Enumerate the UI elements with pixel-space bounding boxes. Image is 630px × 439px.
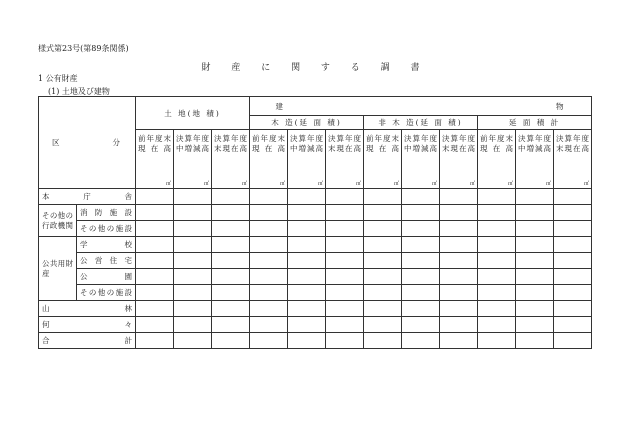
data-cell [326,221,364,237]
data-cell [212,269,250,285]
data-cell [364,221,402,237]
data-cell [212,253,250,269]
table-row [39,205,592,221]
data-cell [136,285,174,301]
data-cell [212,333,250,349]
row-label-public-use: 公共用財産 [39,237,77,301]
data-cell [136,189,174,205]
col-header-label: 決算年度末現在高 [442,134,476,153]
data-cell [364,237,402,253]
data-cell [136,317,174,333]
data-cell [478,205,516,221]
data-cell [478,253,516,269]
row-label-housing: 公 営 住 宅 [77,253,136,269]
data-cell [364,253,402,269]
unit-label: ㎡ [165,181,171,187]
col-header-label: 前年度末現在高 [480,134,514,153]
data-cell [136,269,174,285]
data-cell [250,221,288,237]
data-cell [364,333,402,349]
data-cell [402,205,440,221]
row-label-total: 合 計 [39,333,136,349]
table-row [39,269,592,285]
col-header-label: 前年度末現在高 [366,134,400,153]
col-header-label: 前年度末現在高 [252,134,286,153]
unit-label: ㎡ [432,181,438,187]
row-label-other-facility-2: その他の施設 [77,285,136,301]
category-header: 区 分 [39,97,136,189]
data-cell [554,301,592,317]
row-label-honcho: 本 庁 舎 [39,189,136,205]
data-cell [402,189,440,205]
data-cell [174,253,212,269]
data-cell [478,237,516,253]
data-cell [440,301,478,317]
data-cell [288,301,326,317]
data-cell [326,333,364,349]
data-cell [402,253,440,269]
data-cell [136,301,174,317]
col-header-land-1 [174,130,212,189]
unit-label: ㎡ [280,181,286,187]
total-area-header: 延 面 積 計 [478,116,592,130]
data-cell [174,205,212,221]
data-cell [440,237,478,253]
data-cell [402,237,440,253]
data-cell [326,205,364,221]
data-cell [402,221,440,237]
data-cell [250,285,288,301]
table-row [39,285,592,301]
data-cell [174,237,212,253]
data-cell [478,269,516,285]
data-cell [136,333,174,349]
col-header-total-1 [516,130,554,189]
data-cell [212,285,250,301]
data-cell [516,237,554,253]
data-cell [478,221,516,237]
data-cell [364,269,402,285]
unit-label: ㎡ [470,181,476,187]
data-cell [136,253,174,269]
data-cell [516,205,554,221]
data-cell [288,269,326,285]
data-cell [364,317,402,333]
data-cell [326,285,364,301]
data-cell [440,317,478,333]
row-label-park: 公 園 [77,269,136,285]
data-cell [288,253,326,269]
row-label-forest: 山 林 [39,301,136,317]
data-cell [288,221,326,237]
data-cell [288,317,326,333]
data-cell [326,253,364,269]
col-header-label: 決算年度末現在高 [328,134,362,153]
data-cell [174,285,212,301]
data-cell [364,205,402,221]
data-cell [554,221,592,237]
table-row [39,333,592,349]
data-cell [402,269,440,285]
data-cell [326,189,364,205]
data-cell [326,317,364,333]
table-row [39,189,592,205]
nonwooden-header: 非 木 造(延 面 積) [364,116,478,130]
data-cell [516,317,554,333]
col-header-nonwooden-1 [402,130,440,189]
data-cell [478,317,516,333]
data-cell [364,189,402,205]
data-cell [440,189,478,205]
form-number-label: 様式第23号(第89条関係) [38,44,129,53]
data-cell [554,237,592,253]
data-cell [250,301,288,317]
row-label-fire: 消 防 施 設 [77,205,136,221]
wooden-header: 木 造(延 面 積) [250,116,364,130]
document-title: 財 産 に 関 す る 調 書 [201,63,429,73]
unit-label: ㎡ [546,181,552,187]
data-cell [516,221,554,237]
table-row [39,317,592,333]
data-cell [212,237,250,253]
data-cell [516,253,554,269]
data-cell [174,189,212,205]
data-cell [554,333,592,349]
data-cell [364,301,402,317]
col-header-label: 前年度末現在高 [138,134,171,153]
col-header-wooden-2 [326,130,364,189]
col-header-label: 決算年度末現在高 [214,134,248,153]
col-header-wooden-1 [288,130,326,189]
unit-label: ㎡ [242,181,248,187]
data-cell [440,269,478,285]
data-cell [212,301,250,317]
col-header-nonwooden-2 [440,130,478,189]
col-header-nonwooden-0 [364,130,402,189]
data-cell [250,333,288,349]
table-row [39,221,592,237]
data-cell [288,205,326,221]
data-cell [364,285,402,301]
data-cell [250,237,288,253]
unit-label: ㎡ [356,181,362,187]
row-label-other-facility: その他の施設 [77,221,136,237]
data-cell [478,333,516,349]
table-row [39,301,592,317]
data-cell [174,333,212,349]
col-header-land-0 [136,130,174,189]
data-cell [288,189,326,205]
data-cell [174,317,212,333]
data-cell [250,317,288,333]
data-cell [402,285,440,301]
row-label-misc: 何 々 [39,317,136,333]
data-cell [288,285,326,301]
row-label-other-admin: その他の行政機関 [39,205,77,237]
property-table [38,96,592,349]
data-cell [440,333,478,349]
land-header: 土 地(地 積) [136,97,250,130]
data-cell [136,205,174,221]
unit-label: ㎡ [394,181,400,187]
data-cell [212,221,250,237]
col-header-label: 決算年度中増減高 [404,134,438,153]
data-cell [288,237,326,253]
table-row [39,253,592,269]
data-cell [554,269,592,285]
col-header-label: 決算年度中増減高 [176,134,209,153]
data-cell [288,333,326,349]
data-cell [250,269,288,285]
data-cell [440,221,478,237]
data-cell [326,301,364,317]
data-cell [250,189,288,205]
col-header-total-0 [478,130,516,189]
unit-label: ㎡ [203,181,209,187]
data-cell [554,285,592,301]
data-cell [402,301,440,317]
data-cell [516,285,554,301]
data-cell [174,269,212,285]
data-cell [516,333,554,349]
col-header-label: 決算年度末現在高 [556,134,590,153]
col-header-label: 決算年度中増減高 [518,134,552,153]
data-cell [478,301,516,317]
unit-label: ㎡ [508,181,514,187]
data-cell [136,237,174,253]
data-cell [554,253,592,269]
data-cell [402,317,440,333]
data-cell [478,285,516,301]
col-header-label: 決算年度中増減高 [290,134,324,153]
data-cell [402,333,440,349]
col-header-wooden-0 [250,130,288,189]
data-cell [212,205,250,221]
data-cell [326,269,364,285]
data-cell [250,205,288,221]
data-cell [516,189,554,205]
data-cell [516,269,554,285]
unit-label: ㎡ [318,181,324,187]
data-cell [174,221,212,237]
table-row [39,237,592,253]
data-cell [440,205,478,221]
data-cell [478,189,516,205]
data-cell [212,317,250,333]
building-header: 建 物 [250,97,592,116]
data-cell [554,189,592,205]
col-header-land-2 [212,130,250,189]
data-cell [440,253,478,269]
data-cell [554,205,592,221]
col-header-total-2 [554,130,592,189]
data-cell [212,189,250,205]
data-cell [136,221,174,237]
section-heading: 1 公有財産 [38,74,78,83]
data-cell [174,301,212,317]
subsection-heading: (1) 土地及び建物 [48,87,110,96]
data-cell [250,253,288,269]
data-cell [554,317,592,333]
row-label-school: 学 校 [77,237,136,253]
data-cell [326,237,364,253]
data-cell [516,301,554,317]
data-cell [440,285,478,301]
unit-label: ㎡ [584,181,590,187]
